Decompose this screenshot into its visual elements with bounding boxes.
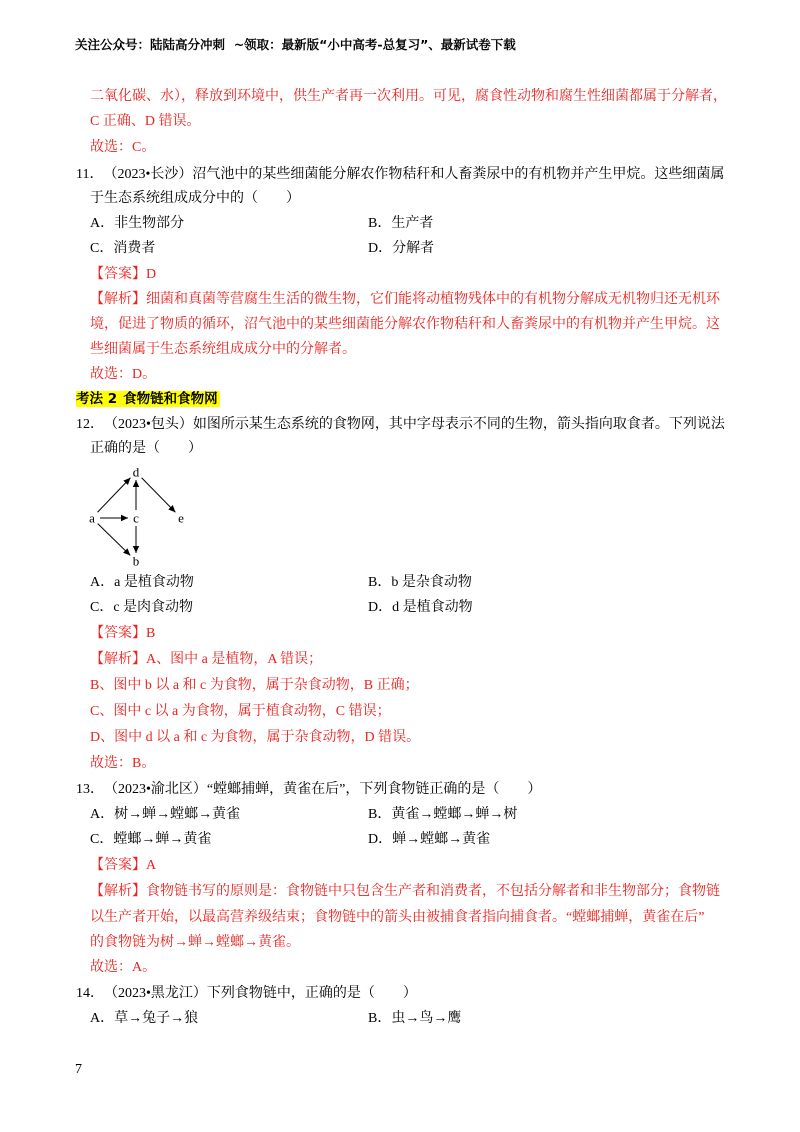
option-text: 草→兔子→狼: [114, 1011, 199, 1026]
choice-line: 故选：A。: [90, 960, 157, 975]
analysis-line: B、图中 b 以 a 和 c 为食物，属于杂食动物，B 正确；: [90, 678, 419, 693]
analysis-line: 些细菌属于生态系统组成成分中的分解者。: [90, 342, 356, 357]
option-text: 黄雀→螳螂→蝉→树: [391, 807, 518, 822]
question-number: 11．: [76, 167, 104, 182]
analysis-line: C 正确、D 错误。: [90, 114, 201, 129]
page-number: 7: [75, 1062, 82, 1077]
question-stem-text: （2023•长沙）沼气池中的某些细菌能分解农作物秸秆和人畜粪尿中的有机物并产生甲烷。这些细菌属: [103, 167, 725, 182]
option-key: B．: [368, 1011, 392, 1026]
arrow-d-to-e: [142, 478, 176, 513]
analysis-line: 境，促进了物质的循环，沼气池中的某些细菌能分解农作物秸秆和人畜粪尿中的有机物并产生甲烷。这: [90, 317, 720, 332]
answer-line: 【答案】D: [90, 267, 157, 282]
question-12-stem: [76, 415, 725, 435]
question-stem-text: （2023•黑龙江）下列食物链中，正确的是（ ）: [104, 986, 417, 1001]
option-key: A．: [90, 216, 115, 231]
node-label-c: c: [133, 510, 139, 526]
option-d: [368, 830, 490, 850]
section-highlight: [76, 391, 220, 407]
option-key: D．: [368, 832, 393, 847]
node-label-e: e: [178, 510, 184, 526]
analysis-line: 【解析】食物链书写的原则是：食物链中只包含生产者和消费者，不包括分解者和非生物部分；食物链: [90, 884, 720, 899]
question-number: 13．: [76, 782, 104, 797]
option-text: d 是植食动物: [392, 600, 473, 615]
option-key: B．: [368, 575, 392, 590]
analysis-line: 【解析】细菌和真菌等营腐生生活的微生物，它们能将动植物残体中的有机物分解成无机物归还无机环: [90, 292, 720, 307]
option-c: [90, 598, 193, 618]
option-a: [90, 573, 194, 593]
node-label-a: a: [89, 510, 95, 526]
question-14-stem: [76, 984, 417, 1004]
section-title: 食物链和食物网: [123, 391, 218, 407]
option-key: C．: [90, 832, 114, 847]
analysis-line: 以生产者开始，以最高营养级结束；食物链中的箭头由被捕食者指向捕食者。“螳螂捕蝉，黄雀在后”: [90, 910, 705, 925]
section-heading: [76, 389, 220, 409]
option-c: [90, 239, 155, 259]
analysis-line: 【解析】A、图中 a 是植物，A 错误；: [90, 652, 323, 667]
option-key: D．: [368, 241, 393, 256]
question-stem-text: （2023•渝北区）“螳螂捕蝉，黄雀在后”，下列食物链正确的是（ ）: [104, 782, 542, 797]
option-text: c 是肉食动物: [113, 600, 194, 615]
option-key: A．: [90, 1011, 115, 1026]
question-stem-text: （2023•包头）如图所示某生态系统的食物网，其中字母表示不同的生物，箭头指向取食者。下列说法: [104, 417, 725, 432]
analysis-line: 二氧化碳、水），释放到环境中，供生产者再一次利用。可见，腐食性动物和腐生性细菌都属于分解者，: [90, 89, 727, 104]
option-d: [368, 598, 473, 618]
analysis-line: D、图中 d 以 a 和 c 为食物，属于杂食动物，D 错误。: [90, 730, 421, 745]
option-key: B．: [368, 216, 392, 231]
question-13-stem: [76, 780, 541, 800]
analysis-line: 的食物链为树→蝉→螳螂→黄雀。: [90, 935, 300, 950]
question-11-stem: [76, 165, 724, 185]
node-label-d: d: [132, 464, 140, 480]
food-web-nodes: [89, 465, 184, 569]
option-key: C．: [90, 600, 114, 615]
option-text: 蝉→螳螂→黄雀: [392, 832, 491, 847]
option-text: 虫→鸟→鹰: [391, 1011, 462, 1026]
option-text: 树→蝉→螳螂→黄雀: [114, 807, 241, 822]
option-key: A．: [90, 575, 115, 590]
question-stem-line: 正确的是（ ）: [90, 441, 202, 456]
option-key: C．: [90, 241, 114, 256]
node-label-b: b: [132, 553, 140, 569]
option-text: 消费者: [113, 241, 156, 256]
question-number: 14．: [76, 986, 104, 1001]
option-c: [90, 830, 211, 850]
option-key: B．: [368, 807, 392, 822]
option-key: A．: [90, 807, 115, 822]
option-a: [90, 805, 240, 825]
option-b: [368, 1009, 461, 1029]
option-a: [90, 214, 184, 234]
option-text: b 是杂食动物: [391, 575, 472, 590]
option-text: 非生物部分: [114, 216, 185, 231]
option-text: 生产者: [391, 216, 434, 231]
option-b: [368, 573, 472, 593]
option-b: [368, 805, 517, 825]
option-text: 分解者: [392, 241, 435, 256]
option-text: a 是植食动物: [114, 575, 194, 590]
option-key: D．: [368, 600, 393, 615]
choice-line: 故选：C。: [90, 140, 156, 155]
choice-line: 故选：D。: [90, 367, 157, 382]
arrow-a-to-d: [98, 478, 131, 512]
section-label: 考法 2: [76, 391, 118, 407]
food-web-diagram: [80, 460, 200, 570]
option-text: 螳螂→蝉→黄雀: [113, 832, 212, 847]
choice-line: 故选：B。: [90, 756, 156, 771]
page-header: 关注公众号：陆陆高分冲刺 ~领取：最新版“小中高考-总复习”、最新试卷下载: [75, 37, 516, 52]
option-d: [368, 239, 434, 259]
option-a: [90, 1009, 198, 1029]
question-stem-line: 于生态系统组成成分中的（ ）: [90, 191, 300, 206]
answer-line: 【答案】A: [90, 858, 157, 873]
answer-line: 【答案】B: [90, 626, 156, 641]
option-b: [368, 214, 433, 234]
arrow-a-to-b: [98, 524, 131, 556]
question-number: 12．: [76, 417, 104, 432]
analysis-line: C、图中 c 以 a 为食物，属于植食动物，C 错误；: [90, 704, 391, 719]
